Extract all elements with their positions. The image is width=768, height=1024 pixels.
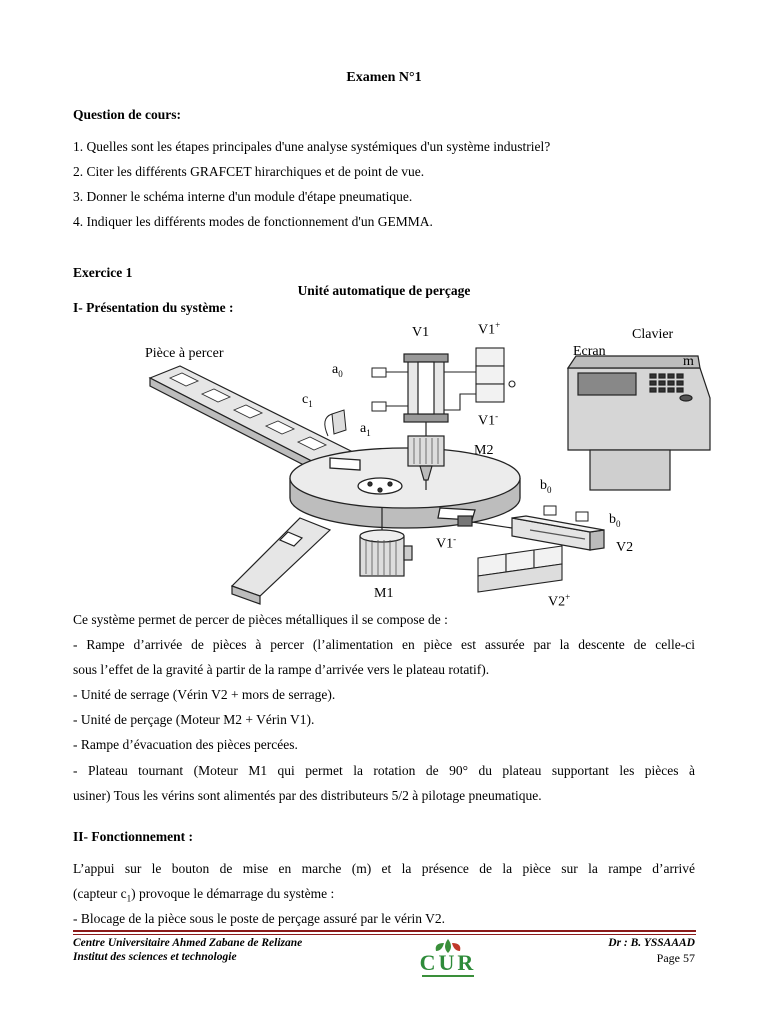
operation-line3: - Blocage de la pièce sous le poste de perçage assuré par le vérin V2. — [73, 911, 445, 926]
label-v1: V1 — [412, 325, 430, 340]
label-clavier: Clavier — [632, 327, 674, 342]
label-piece-a-percer: Pièce à percer — [145, 346, 224, 361]
description-item2: - Unité de serrage (Vérin V2 + mors de serrage). — [73, 687, 336, 702]
label-m: m — [683, 354, 694, 369]
footer-author: Dr : B. YSSAAAD — [608, 937, 695, 949]
exam-title: Examen N°1 — [346, 70, 422, 85]
label-b0-2: $b_0$ — [609, 512, 621, 529]
question-3: 3. Donner le schéma interne d'un module d'étape pneumatique. — [73, 189, 413, 204]
page-number: Page 57 — [656, 951, 695, 965]
description-intro: Ce système permet de percer de pièces métalliques il se compose de : — [73, 612, 448, 627]
label-m1: M1 — [374, 586, 394, 601]
label-v1-minus: V1- — [478, 411, 499, 429]
label-b0: $b_0$ — [540, 478, 552, 495]
course-questions-heading: Question de cours: — [73, 107, 181, 122]
question-4: 4. Indiquer les différents modes de fonctionnement d'un GEMMA. — [73, 214, 433, 229]
rotary-table — [290, 448, 520, 528]
distributor-v2 — [478, 546, 562, 592]
footer-rule — [73, 930, 696, 932]
cylinder-v1 — [404, 354, 448, 436]
question-1: 1. Quelles sont les étapes principales d'une analyse systémiques d'un système industriel? — [73, 139, 551, 154]
question-2: 2. Citer les différents GRAFCET hirarchiques et de point de vue. — [73, 164, 425, 179]
exercise-heading: Exercice 1 — [73, 265, 133, 280]
distributor-v1 — [444, 348, 515, 410]
footer-institution: Centre Universitaire Ahmed Zabane de Relizane — [73, 937, 303, 949]
label-a0: $a_0$ — [332, 362, 343, 379]
description-item4: - Rampe d’évacuation des pièces percées. — [73, 737, 298, 752]
cur-logo — [408, 935, 488, 983]
label-v2-plus: V2+ — [548, 592, 571, 610]
footer-institute: Institut des sciences et technologie — [73, 951, 237, 963]
description-item5-line2: usiner) Tous les vérins sont alimentés par des distributeurs 5/2 à pilotage pneumatique. — [73, 788, 542, 803]
exercise-subtitle: Unité automatique de perçage — [297, 283, 471, 298]
label-v1-plus: V1+ — [478, 320, 501, 338]
drilling-unit-figure — [120, 318, 720, 610]
limit-switches-b — [544, 506, 588, 521]
label-v1-minus-2: V1- — [436, 534, 457, 552]
sensor-c1 — [325, 410, 346, 436]
footer-rule-thin — [73, 934, 696, 935]
section-2-heading: II- Fonctionnement : — [73, 829, 193, 844]
label-m2: M2 — [474, 443, 494, 458]
operation-line2: (capteur $c_1$) provoque le démarrage du système : — [73, 886, 335, 904]
control-unit — [568, 356, 710, 490]
exit-ramp — [232, 518, 330, 604]
description-item5-line1: - Plateau tournant (Moteur M1 qui permet la rotation de 90° du plateau supportant les pièces à — [73, 763, 695, 778]
description-item3: - Unité de perçage (Moteur M2 + Vérin V1). — [73, 712, 315, 727]
label-v2: V2 — [616, 540, 634, 555]
operation-line1: L’appui sur le bouton de mise en marche (m) et la présence de la pièce sur la rampe d’arrivé — [73, 861, 695, 876]
description-item1-line1: - Rampe d’arrivée de pièces à percer (l’alimentation en pièce est assurée par la descente de celle-ci — [73, 637, 695, 652]
section-1-heading: I- Présentation du système : — [73, 300, 234, 315]
cur-logo-text: CUR — [419, 950, 477, 975]
label-ecran: Ecran — [573, 344, 606, 359]
limit-switches-a — [372, 368, 408, 411]
description-item1-line2: sous l’effet de la gravité à partir de la rampe d’arrivée vers le plateau rotatif). — [73, 662, 490, 677]
label-c1: $c_1$ — [302, 392, 313, 409]
label-a1: $a_1$ — [360, 421, 371, 438]
